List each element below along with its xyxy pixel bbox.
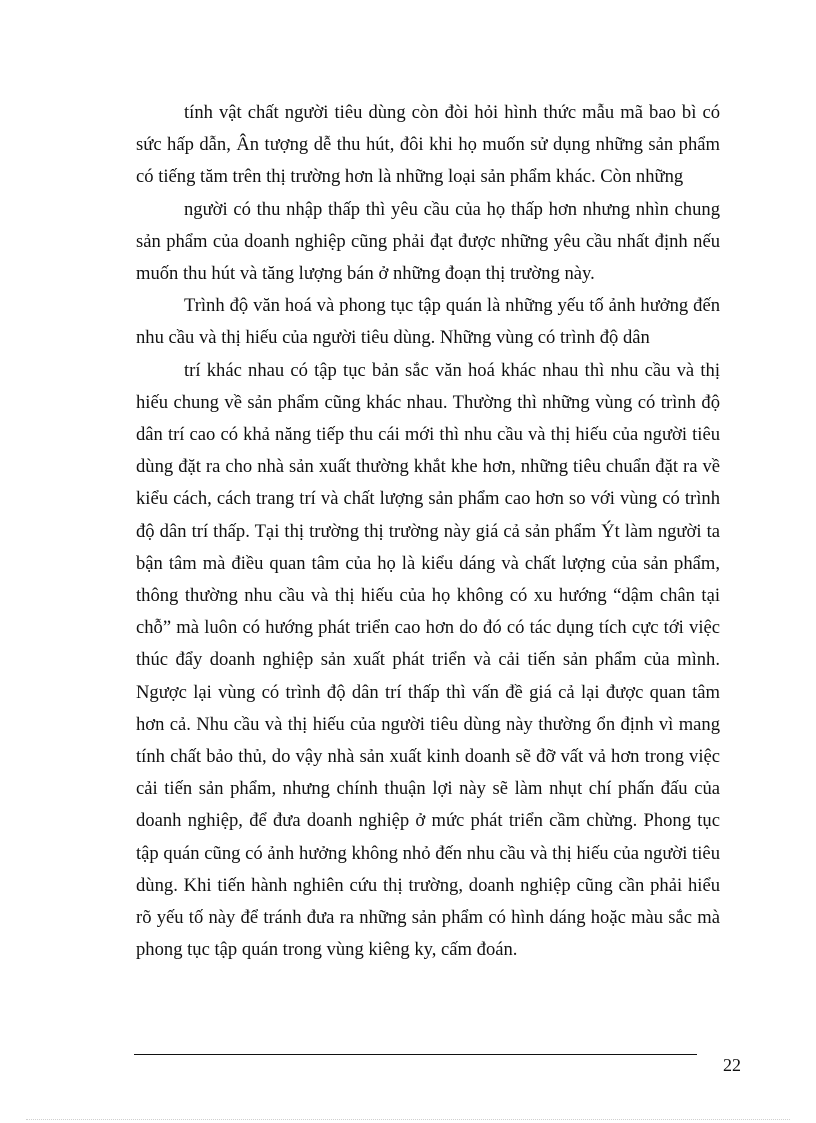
paragraph-1: tính vật chất người tiêu dùng còn đòi hỏi hình thức mẫu mã bao bì có sức hấp dẫn, Ân tượng dễ thu hút, đôi khi họ muốn sử dụng những sản phẩm có tiếng tăm trên thị trường hơn là những loại sản phẩm khác. Còn những (136, 102, 720, 188)
page-boundary (26, 1119, 790, 1120)
paragraph-4: trí khác nhau có tập tục bản sắc văn hoá khác nhau thì nhu cầu và thị hiếu chung về sản phẩm cũng khác nhau. Thường thì những vùng có trình độ dân trí cao có khả năng tiếp thu cái mới thì nhu cầu và thị hiếu của người tiêu dùng đặt ra cho nhà sản xuất thường khắt khe hơn, những tiêu chuẩn đặt ra về kiểu cách, cách trang trí và chất lượng sản phẩm cao hơn so với vùng có trình độ dân trí thấp. Tại thị trường thị trường này giá cả sản phẩm Ýt làm người ta bận tâm mà điều quan tâm của họ là kiểu dáng và chất lượng của sản phẩm, thông thường nhu cầu và thị hiếu của họ không có xu hướng “dậm chân tại chỗ” mà luôn có hướng phát triển cao hơn do đó có tác dụng tích cực tới việc thúc đẩy doanh nghiệp sản xuất phát triển và cải tiến sản phẩm của mình. Ngược lại vùng có trình độ dân trí thấp thì vấn đề giá cả lại được quan tâm hơn cả. Nhu cầu và thị hiếu của người tiêu dùng này thường ổn định vì mang tính chất bảo thủ, do vậy nhà sản xuất kinh doanh sẽ đỡ vất vả hơn trong việc cải tiến sản phẩm, nhưng chính thuận lợi này sẽ làm nhụt chí phấn đấu của doanh nghiệp, để đưa doanh nghiệp ở mức phát triển cầm chừng. Phong tục tập quán cũng có ảnh hưởng không nhỏ đến nhu cầu và thị hiếu của người tiêu dùng. Khi tiến hành nghiên cứu thị trường, doanh nghiệp cũng cần phải hiểu rõ yếu tố này để tránh đưa ra những sản phẩm có hình dáng hoặc màu sắc mà phong tục tập quán trong vùng kiêng ky, cấm đoán. (136, 359, 720, 961)
page-number: 22 (723, 1055, 741, 1075)
body-text (136, 97, 720, 966)
footer-rule (134, 1054, 697, 1055)
paragraph-2: người có thu nhập thấp thì yêu cầu của họ thấp hơn nhưng nhìn chung sản phẩm của doanh nghiệp cũng phải đạt được những yêu cầu nhất định nếu muốn thu hút và tăng lượng bán ở những đoạn thị trường này. (136, 198, 720, 285)
paragraph-3: Trình độ văn hoá và phong tục tập quán là những yếu tố ảnh hưởng đến nhu cầu và thị hiếu của người tiêu dùng. Những vùng có trình độ dân (136, 295, 720, 349)
